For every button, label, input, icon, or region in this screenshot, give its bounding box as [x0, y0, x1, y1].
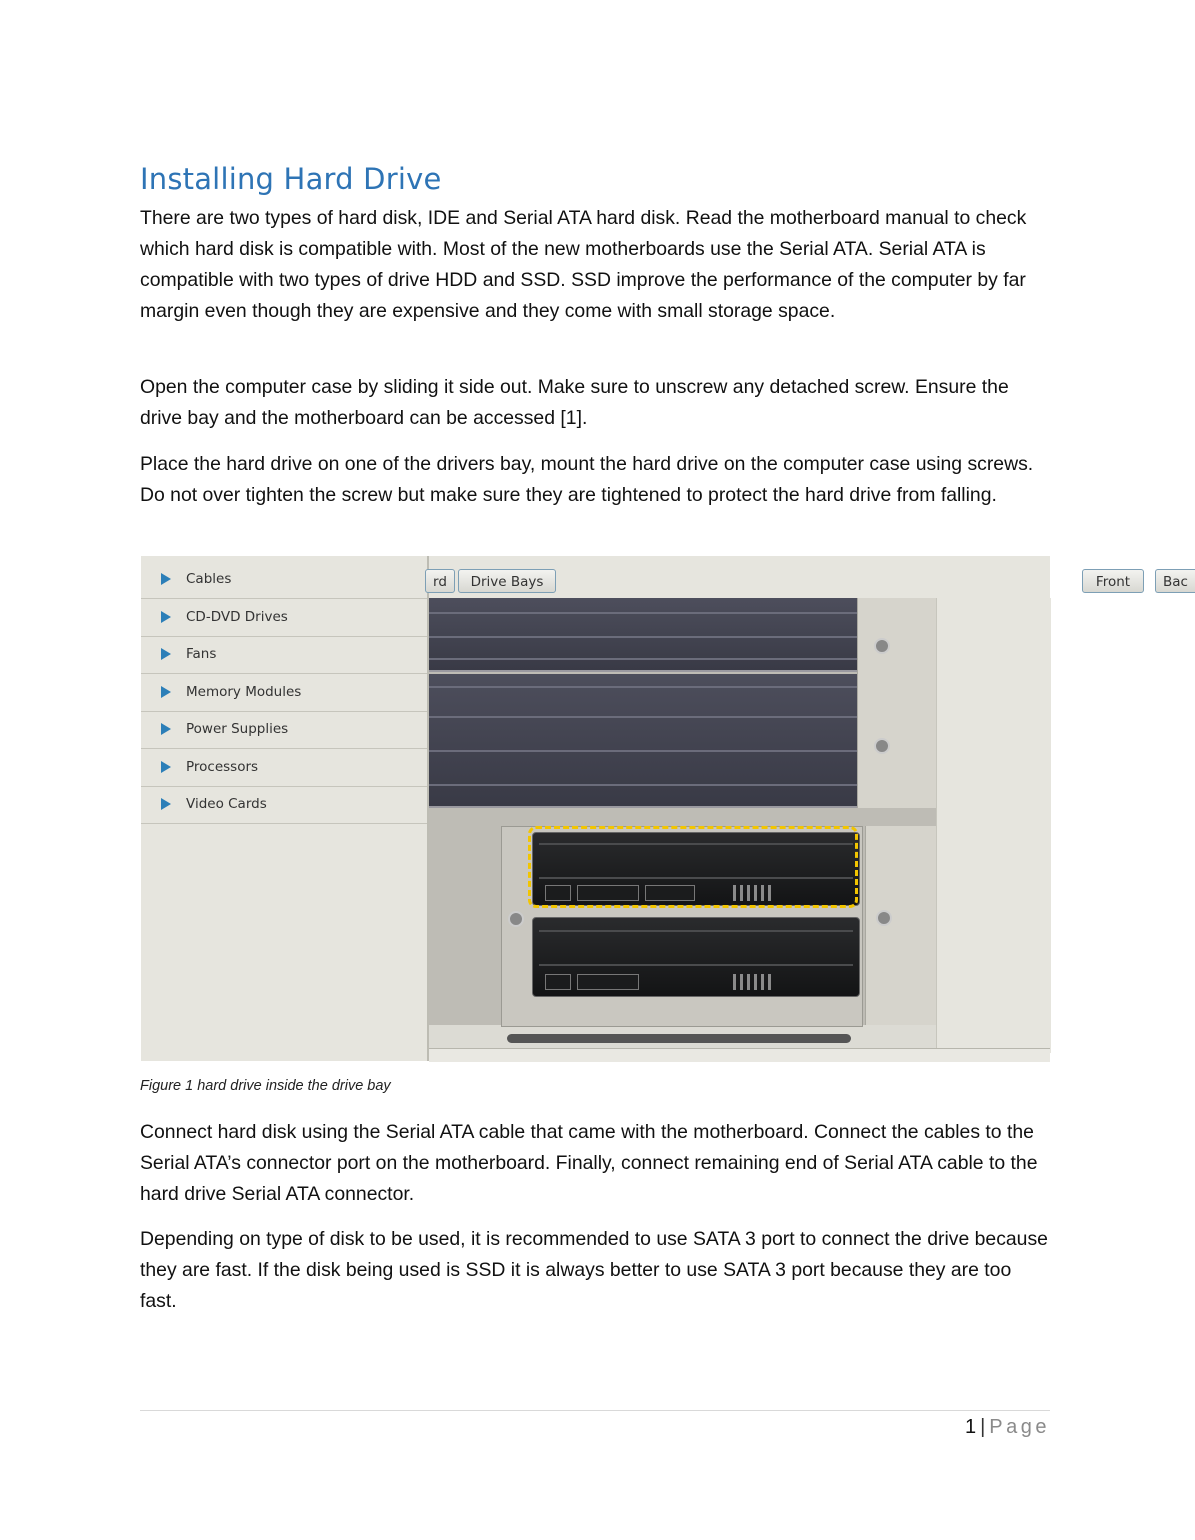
page-title: Installing Hard Drive [140, 162, 442, 196]
hard-drive-bay [501, 826, 863, 1027]
page-footer [965, 1416, 1050, 1439]
screw-hole-icon [874, 738, 890, 754]
selection-highlight [528, 826, 858, 908]
sidebar-item-video-cards[interactable] [141, 786, 427, 824]
expand-triangle-icon [161, 723, 171, 735]
page-label: Page [989, 1416, 1050, 1438]
sidebar-item-label: Memory Modules [186, 684, 302, 700]
expand-triangle-icon [161, 648, 171, 660]
page-number: 1 [964, 1416, 977, 1438]
optical-drive-bay-1 [429, 598, 857, 672]
footer-separator: | [980, 1416, 986, 1438]
bay-bracket-upper [857, 598, 940, 808]
sidebar-item-memory-modules[interactable] [141, 674, 427, 712]
expand-triangle-icon [161, 686, 171, 698]
drive-bay-view [429, 598, 936, 1025]
sidebar-item-power-supplies[interactable] [141, 711, 427, 749]
screw-hole-icon [508, 911, 524, 927]
status-strip [429, 1048, 1050, 1062]
horizontal-scrollbar[interactable] [507, 1034, 851, 1043]
sidebar-item-cd-dvd-drives[interactable] [141, 599, 427, 637]
expand-triangle-icon [161, 798, 171, 810]
paragraph-mount-drive: Place the hard drive on one of the drivers bay, mount the hard drive on the computer case using screws. Do not over tighten the screw but make sure they are tightened to protect the hard drive from falling. [140, 453, 1034, 506]
screw-hole-icon [874, 638, 890, 654]
sidebar-item-label: CD-DVD Drives [186, 609, 288, 625]
expand-triangle-icon [161, 611, 171, 623]
bay-bracket-lower [865, 826, 937, 1025]
footer-divider [140, 1410, 1050, 1411]
sidebar-item-label: Video Cards [186, 796, 267, 812]
sidebar-item-label: Fans [186, 646, 217, 662]
sidebar-item-label: Cables [186, 571, 232, 587]
component-sidebar [141, 556, 429, 1061]
sidebar-item-cables[interactable] [141, 561, 427, 599]
paragraph-sata3-recommendation: Depending on type of disk to be used, it is recommended to use SATA 3 port to connect the drive because they are fast. If the disk being used is SSD it is always better to use SATA 3 port because they are too fast. [140, 1228, 1048, 1312]
front-view-button[interactable]: Front [1082, 569, 1144, 593]
screw-hole-icon [876, 910, 892, 926]
right-panel [936, 598, 1051, 1053]
sidebar-item-label: Processors [186, 759, 259, 775]
back-view-button[interactable]: Bac [1155, 569, 1195, 593]
drive-bay-figure [141, 556, 1188, 1061]
sidebar-item-label: Power Supplies [186, 721, 289, 737]
paragraph-open-case: Open the computer case by sliding it side out. Make sure to unscrew any detached screw. Ensure the drive bay and the motherboard can be accessed [1]. [140, 376, 1009, 429]
paragraph-connect-cable: Connect hard disk using the Serial ATA cable that came with the motherboard. Connect the cables to the Serial ATA’s connector port on the motherboard. Finally, connect remaining end of Serial ATA cable to the hard drive Serial ATA connector. [140, 1121, 1038, 1205]
expand-triangle-icon [161, 761, 171, 773]
view-toolbar [429, 556, 1188, 598]
sidebar-item-fans[interactable] [141, 636, 427, 674]
hard-drive-second [532, 917, 860, 997]
sidebar-item-processors[interactable] [141, 749, 427, 787]
optical-drive-bay-2 [429, 674, 857, 808]
tab-drive-bays[interactable]: Drive Bays [458, 569, 556, 593]
expand-triangle-icon [161, 573, 171, 585]
figure-caption: Figure 1 hard drive inside the drive bay [140, 1078, 391, 1094]
tab-partial-board[interactable]: rd [425, 569, 455, 593]
paragraph-hard-disk-types: There are two types of hard disk, IDE and Serial ATA hard disk. Read the motherboard manual to check which hard disk is compatible with. Most of the new motherboards use the Serial ATA. Serial ATA is compatible with two types of drive HDD and SSD. SSD improve the performance of the computer by far margin even though they are expensive and they come with small storage space. [140, 207, 1027, 322]
